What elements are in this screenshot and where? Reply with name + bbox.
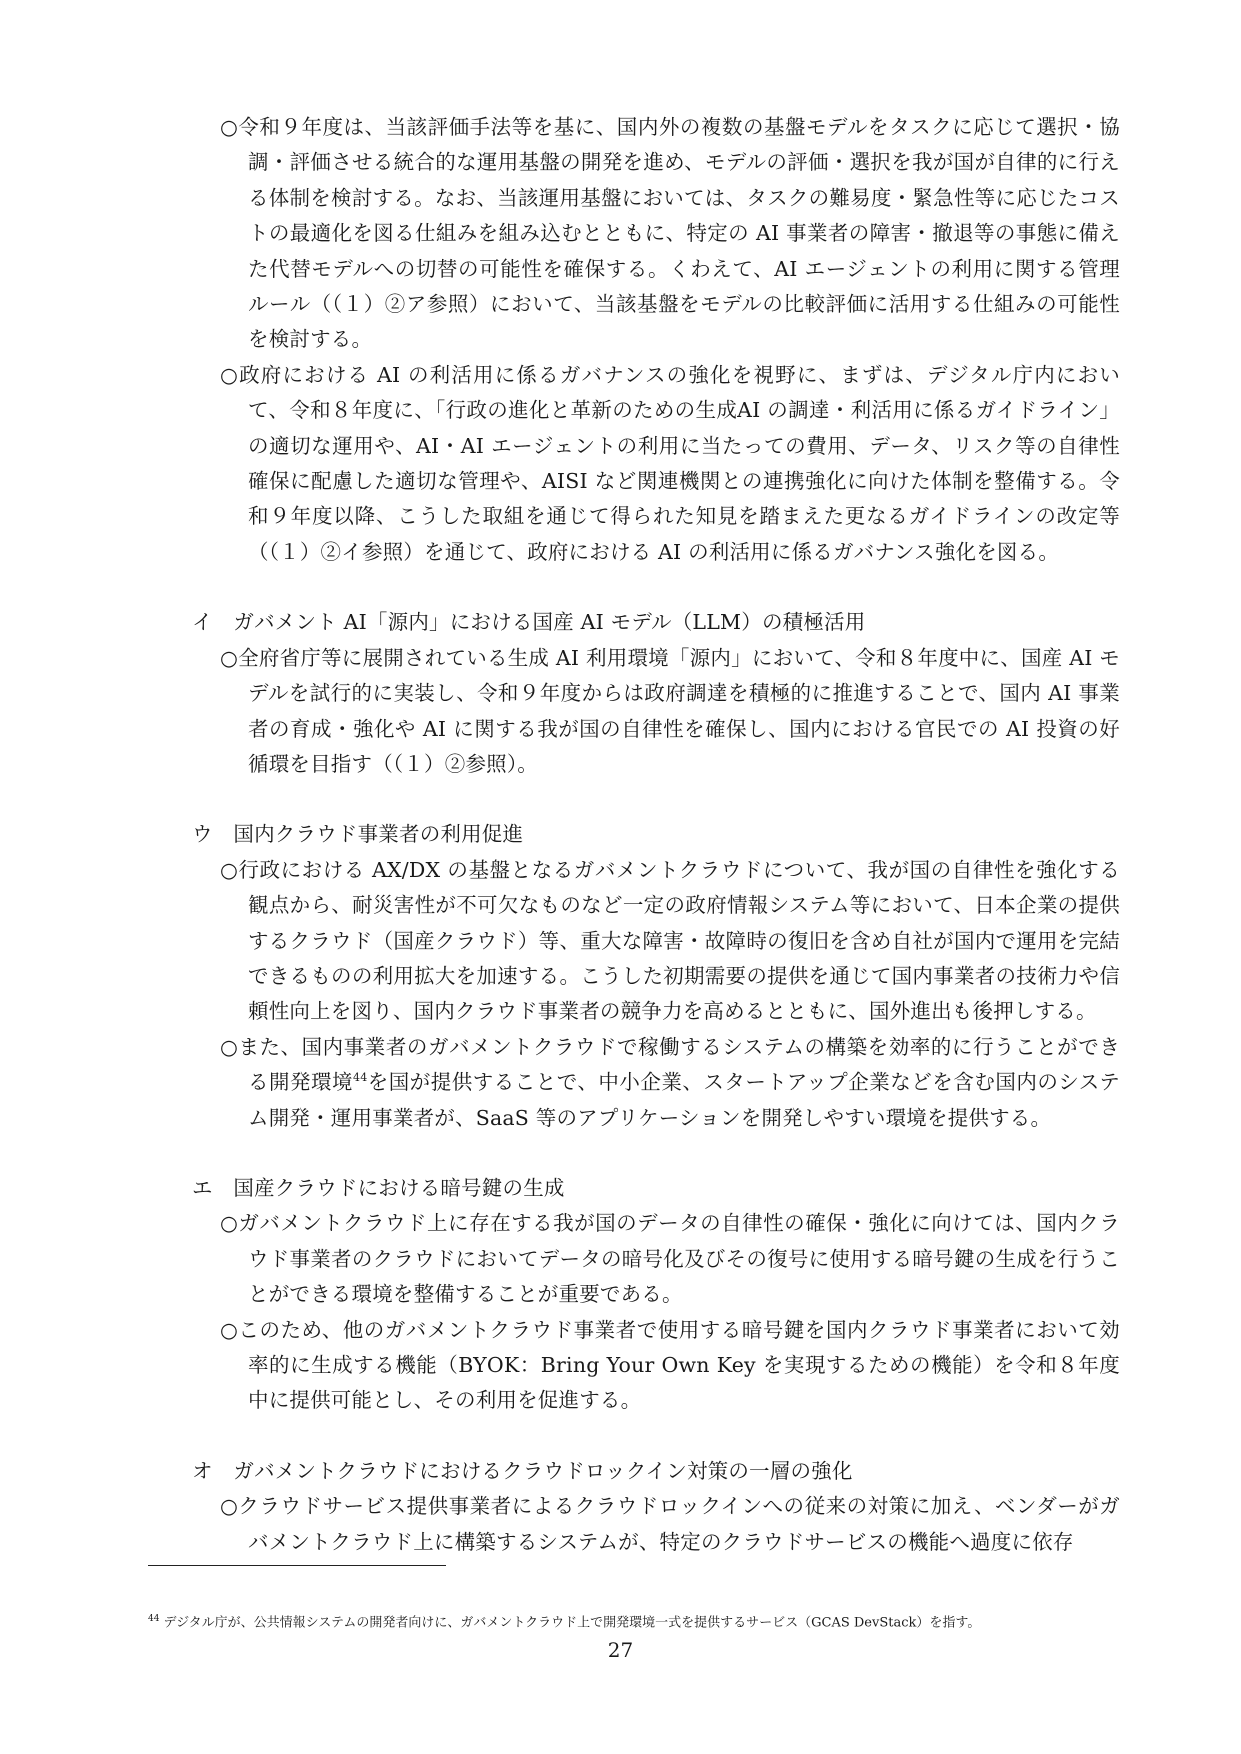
bullet-paragraph: ○全府省庁等に展開されている生成 AI 利用環境「源内」において、令和８年度中に、国産 AI モデルを試行的に実装し、令和９年度からは政府調達を積極的に推進することで、国内 AI 事業者の育成・強化や AI に関する我が国の自律性を確保し、国内における官民での AI 投資の好循環を目指す（（１）②参照）。 — [220, 645, 1120, 776]
bullet-paragraph: ○クラウドサービス提供事業者によるクラウドロックインへの従来の対策に加え、ベンダーがガバメントクラウド上に構築するシステムが、特定のクラウドサービスの機能へ過度に依存 — [220, 1494, 1120, 1554]
bullet-paragraph: ○行政における AX/DX の基盤となるガバメントクラウドについて、我が国の自律性を強化する観点から、耐災害性が不可欠なものなど一定の政府情報システム等において、日本企業の提供するクラウド（国産クラウド）等、重大な障害・故障時の復旧を含め自社が国内で運用を完結できるものの利用拡大を加速する。こうした初期需要の提供を通じて国内事業者の技術力や信頼性向上を図り、国内クラウド事業者の競争力を高めるとともに、国外進出も後押しする。 — [220, 857, 1120, 1024]
section-continued — [192, 110, 1120, 570]
page-number: 27 — [607, 1638, 634, 1662]
bullet-paragraph: ○ガバメントクラウド上に存在する我が国のデータの自律性の確保・強化に向けては、国内クラウド事業者のクラウドにおいてデータの暗号化及びその復号に使用する暗号鍵の生成を行うことができる環境を整備することが重要である。 — [220, 1211, 1120, 1307]
section-u — [192, 817, 1120, 1136]
bullet-text-before-note: ○また、国内事業者のガバメントクラウドで稼働するシステムの構築を効率的に行うことができる開発環境 — [220, 1034, 1120, 1095]
bullet-paragraph: ○政府における AI の利活用に係るガバナンスの強化を視野に、まずは、デジタル庁内において、令和８年度に、「行政の進化と革新のための生成AI の調達・利活用に係るガイドライン」の適切な運用や、AI・AI エージェントの利用に当たっての費用、データ、リスク等の自律性確保に配慮した適切な管理や、AISI など関連機関との連携強化に向けた体制を整備する。令和９年度以降、こうした取組を通じて得られた知見を踏まえた更なるガイドラインの改定等（（１）②イ参照）を通じて、政府における AI の利活用に係るガバナンス強化を図る。 — [220, 362, 1120, 564]
footnote-text: デジタル庁が、公共情報システムの開発者向けに、ガバメントクラウド上で開発環境一式を提供するサービス（GCAS DevStack）を指す。 — [163, 1615, 981, 1631]
footnote-reference[interactable]: 44 — [353, 1071, 368, 1085]
body-text — [192, 110, 1120, 1560]
section-heading: イ ガバメント AI「源内」における国産 AI モデル（LLM）の積極活用 — [192, 610, 866, 635]
bullet-paragraph: ○このため、他のガバメントクラウド事業者で使用する暗号鍵を国内クラウド事業者において効率的に生成する機能（BYOK：Bring Your Own Key を実現するための機能）を令和８年度中に提供可能とし、その利用を促進する。 — [220, 1317, 1120, 1413]
section-e — [192, 1171, 1120, 1419]
footnote — [148, 1610, 1108, 1632]
section-heading: エ 国産クラウドにおける暗号鍵の生成 — [192, 1175, 565, 1200]
bullet-paragraph: ○令和９年度は、当該評価手法等を基に、国内外の複数の基盤モデルをタスクに応じて選択・協調・評価させる統合的な運用基盤の開発を進め、モデルの評価・選択を我が国が自律的に行える体制を検討する。なお、当該運用基盤においては、タスクの難易度・緊急性等に応じたコストの最適化を図る仕組みを組み込むとともに、特定の AI 事業者の障害・撤退等の事態に備えた代替モデルへの切替の可能性を確保する。くわえて、AI エージェントの利用に関する管理ルール（（１）②ア参照）において、当該基盤をモデルの比較評価に活用する仕組みの可能性を検討する。 — [220, 115, 1120, 352]
section-heading: ウ 国内クラウド事業者の利用促進 — [192, 822, 524, 847]
bullet-text-after-note: を国が提供することで、中小企業、スタートアップ企業などを含む国内のシステム開発・運用事業者が、SaaS 等のアプリケーションを開発しやすい環境を提供する。 — [248, 1070, 1121, 1130]
footnote-divider — [148, 1565, 446, 1566]
section-heading: オ ガバメントクラウドにおけるクラウドロックイン対策の一層の強化 — [192, 1458, 853, 1483]
section-o — [192, 1454, 1120, 1560]
footnote-number: 44 — [148, 1614, 160, 1624]
bullet-paragraph-with-footnote — [220, 1030, 1120, 1136]
section-i — [192, 605, 1120, 782]
